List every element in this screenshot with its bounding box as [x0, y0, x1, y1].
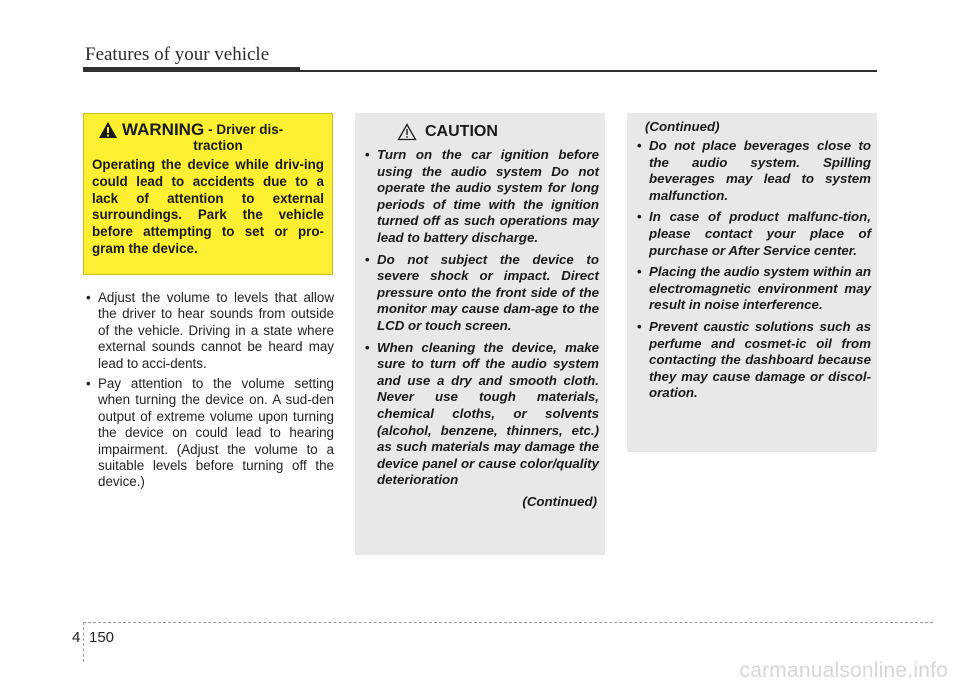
- continued-label: (Continued): [645, 119, 720, 134]
- list-item: • Placing the audio system within an electromagnetic environment may result in noise interference.: [635, 264, 871, 314]
- list-item: • Prevent caustic solutions such as perfume and cosmet-ic oil from contacting the dashboard because they may cause damage or discol-oration.: [635, 319, 871, 402]
- body-bullet-list: [86, 290, 334, 495]
- list-item: • When cleaning the device, make sure to turn off the audio system and use a dry and smooth cloth. Never use tough materials, chemical cloths, or solvents (alcohol, benzene, thinners, etc.) as such materials may damage the device panel or cause color/quality deterioration: [363, 340, 599, 489]
- caution-heading: [397, 123, 599, 141]
- page-number: 150: [89, 629, 115, 646]
- header-rule-thick: [83, 67, 300, 72]
- list-item: • Do not subject the device to severe shock or impact. Direct pressure onto the front side of the monitor may cause dam-age to the LCD or touch screen.: [363, 252, 599, 335]
- caution-triangle-icon: [397, 123, 417, 141]
- continued-label: (Continued): [522, 493, 597, 509]
- warning-subtitle-cont: traction: [193, 138, 243, 153]
- warning-heading: [92, 120, 324, 140]
- list-item: • Do not place beverages close to the audio system. Spilling beverages may lead to system malfunction.: [635, 138, 871, 204]
- list-item: • Adjust the volume to levels that allow the driver to hear sounds from outside of the vehicle. Driving in a state where external sounds cannot be heard may lead to acci-dents.: [86, 290, 334, 372]
- header-rule-thin: [300, 70, 877, 72]
- list-item: • Turn on the car ignition before using the audio system Do not operate the audio system for long periods of time with the ignition turned off as such operations may lead to battery discharge.: [363, 147, 599, 247]
- footer-divider: [83, 622, 84, 662]
- caution-continued-box: [627, 113, 877, 452]
- list-item: • Pay attention to the volume setting when turning the device on. A sud-den output of extreme volume upon turning the device on could lead to hearing impairment. (Adjust the volume to a suitable levels before turning off the device.): [86, 376, 334, 491]
- warning-subtitle: - Driver dis-: [208, 122, 284, 137]
- warning-title: WARNING: [122, 120, 205, 139]
- caution-box: [355, 113, 605, 555]
- footer-rule: [83, 622, 933, 623]
- warning-box: [83, 113, 333, 275]
- warning-body: Operating the device while driv-ing could lead to accidents due to a lack of attention to external surroundings. Park the vehicle before attempting to set or pro-gram the device.: [92, 157, 324, 256]
- watermark: carmanualsonline.info: [739, 659, 948, 682]
- caution-list: [635, 138, 871, 402]
- list-item: • In case of product malfunc-tion, please contact your place of purchase or After Service center.: [635, 209, 871, 259]
- caution-list: [363, 147, 599, 489]
- caution-title: CAUTION: [425, 123, 498, 140]
- page-header-title: Features of your vehicle: [85, 44, 270, 65]
- warning-triangle-icon: [98, 121, 118, 139]
- chapter-number: 4: [72, 629, 81, 646]
